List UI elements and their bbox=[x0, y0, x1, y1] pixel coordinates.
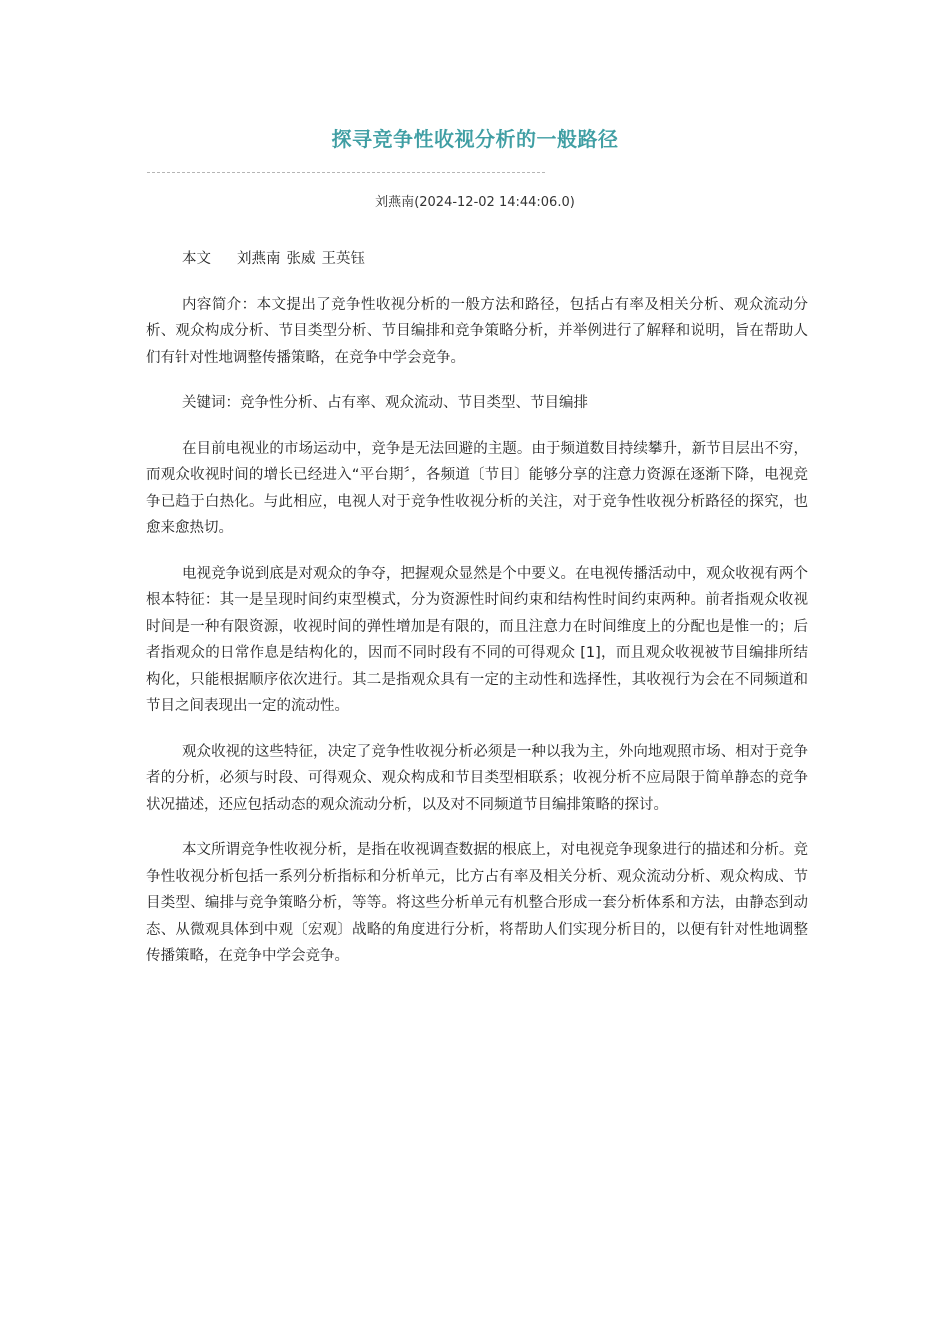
authors-line bbox=[146, 246, 808, 273]
authors-label: 本文 bbox=[182, 251, 211, 267]
byline bbox=[0, 193, 950, 213]
author-name: 刘燕南 bbox=[237, 251, 281, 267]
body-paragraph: 在目前电视业的市场运动中，竞争是无法回避的主题。由于频道数目持续攀升，新节目层出不穷，而观众收视时间的增长已经进入“平台期〞，各频道〔节目〕能够分享的注意力资源在逐渐下降，电视竞争已趋于白热化。与此相应，电视人对于竞争性收视分析的关注，对于竞争性收视分析路径的探究，也愈来愈热切。 bbox=[146, 440, 808, 536]
byline-author: 刘燕南 bbox=[375, 195, 415, 210]
keywords-paragraph: 关键词：竞争性分析、占有率、观众流动、节目类型、节目编排 bbox=[182, 395, 588, 411]
author-name: 张威 bbox=[286, 251, 316, 267]
article-body bbox=[146, 246, 808, 989]
author-name: 王英钰 bbox=[321, 251, 365, 267]
title-divider bbox=[147, 172, 545, 173]
article-title: 探寻竞争性收视分析的一般路径 bbox=[331, 127, 619, 151]
body-paragraph: 电视竞争说到底是对观众的争夺，把握观众显然是个中要义。在电视传播活动中，观众收视有两个根本特征：其一是呈现时间约束型模式，分为资源性时间约束和结构性时间约束两种。前者指观众收视时间是一种有限资源，收视时间的弹性增加是有限的，而且注意力在时间维度上的分配也是惟一的；后者指观众的日常作息是结构化的，因而不同时段有不同的可得观众 [1]，而且观众收视被节目编排所结构化，只能根据顺序依次进行。其二是指观众具有一定的主动性和选择性，其收视行为会在不同频道和节目之间表现出一定的流动性。 bbox=[146, 565, 808, 714]
body-paragraph: 观众收视的这些特征，决定了竞争性收视分析必须是一种以我为主，外向地观照市场、相对于竞争者的分析，必须与时段、可得观众、观众构成和节目类型相联系；收视分析不应局限于简单静态的竞争状况描述，还应包括动态的观众流动分析，以及对不同频道节目编排策略的探讨。 bbox=[146, 743, 808, 813]
summary-paragraph: 内容简介：本文提出了竞争性收视分析的一般方法和路径，包括占有率及相关分析、观众流动分析、观众构成分析、节目类型分析、节目编排和竞争策略分析，并举例进行了解释和说明，旨在帮助人们有针对性地调整传播策略，在竞争中学会竞争。 bbox=[146, 296, 808, 366]
byline-date: (2024-12-02 14:44:06.0) bbox=[414, 195, 575, 210]
body-paragraph: 本文所谓竞争性收视分析，是指在收视调查数据的根底上，对电视竞争现象进行的描述和分析。竞争性收视分析包括一系列分析指标和分析单元，比方占有率及相关分析、观众流动分析、观众构成、节目类型、编排与竞争策略分析，等等。将这些分析单元有机整合形成一套分析体系和方法，由静态到动态、从微观具体到中观〔宏观〕战略的角度进行分析，将帮助人们实现分析目的，以便有针对性地调整传播策略，在竞争中学会竞争。 bbox=[146, 842, 808, 964]
